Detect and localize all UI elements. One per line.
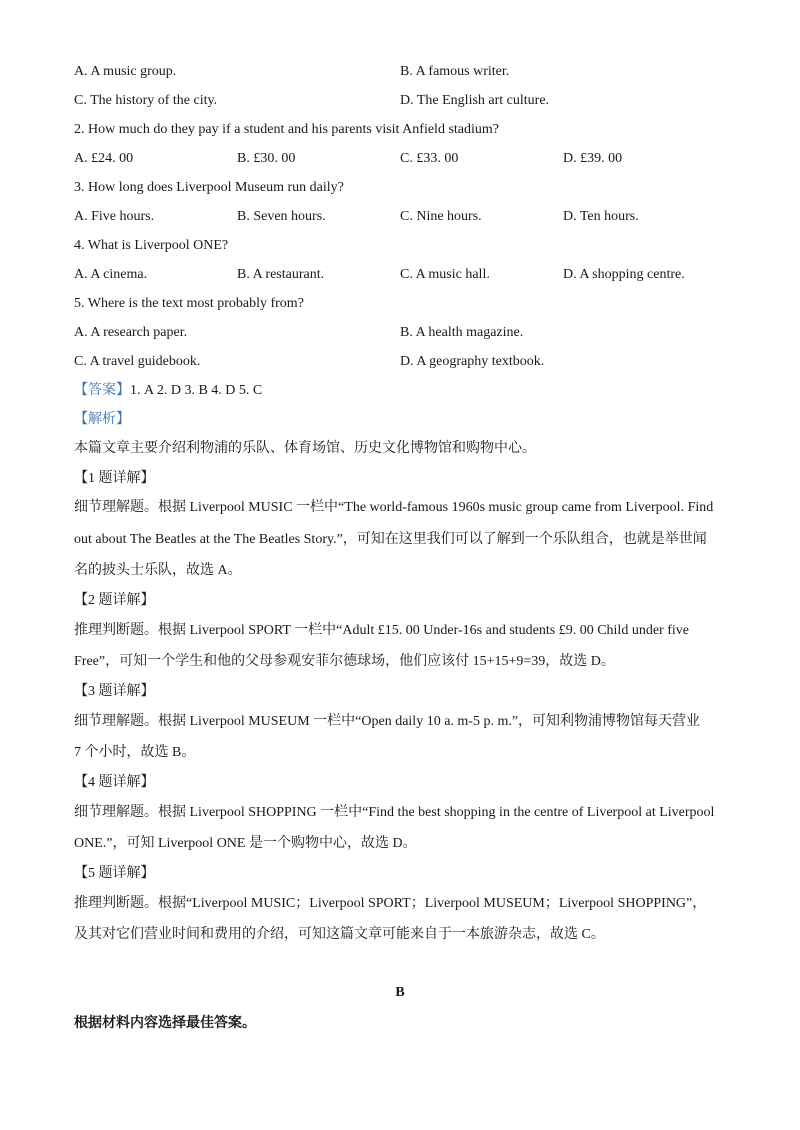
q5-option-d: D. A geography textbook. [400,354,545,369]
detail-1-line-1: 细节理解题。根据 Liverpool MUSIC 一栏中“The world-famous 1960s music group came from Liverpool. Find [74,500,714,515]
answer-label: 【答案】 [74,383,130,398]
analysis-summary: 本篇文章主要介绍利物浦的乐队、体育场馆、历史文化博物馆和购物中心。 [74,441,536,456]
detail-5-line-2: 及其对它们营业时间和费用的介绍，可知这篇文章可能来自于一本旅游杂志，故选 C。 [74,927,605,942]
answer-text: 1. A 2. D 3. B 4. D 5. C [130,383,263,398]
q4-option-a: A. A cinema. [74,267,148,282]
q3-option-a: A. Five hours. [74,209,155,224]
q3-option-b: B. Seven hours. [237,209,326,224]
detail-4-line-1: 细节理解题。根据 Liverpool SHOPPING 一栏中“Find the best shopping in the centre of Liverpool at Liverpool [74,805,715,820]
detail-4-line-2: ONE.”，可知 Liverpool ONE 是一个购物中心，故选 D。 [74,836,417,851]
detail-1-title: 【1 题详解】 [74,471,155,486]
q3-stem: 3. How long does Liverpool Museum run daily? [74,180,344,195]
q1-option-c: C. The history of the city. [74,93,218,108]
analysis-label: 【解析】 [74,412,130,427]
q2-option-d: D. £39. 00 [563,151,623,166]
q5-stem: 5. Where is the text most probably from? [74,296,304,311]
q4-stem: 4. What is Liverpool ONE? [74,238,229,253]
q2-option-b: B. £30. 00 [237,151,296,166]
q2-option-c: C. £33. 00 [400,151,459,166]
q2-stem: 2. How much do they pay if a student and his parents visit Anfield stadium? [74,122,499,137]
detail-3-title: 【3 题详解】 [74,684,155,699]
q5-option-a: A. A research paper. [74,325,188,340]
section-instruction: 根据材料内容选择最佳答案。 [74,1016,256,1031]
q3-option-d: D. Ten hours. [563,209,639,224]
detail-3-line-1: 细节理解题。根据 Liverpool MUSEUM 一栏中“Open daily 10 a. m-5 p. m.”，可知利物浦博物馆每天营业 [74,714,701,729]
detail-5-title: 【5 题详解】 [74,866,155,881]
detail-2-line-1: 推理判断题。根据 Liverpool SPORT 一栏中“Adult £15. 00 Under-16s and students £9. 00 Child under five [74,623,689,638]
detail-5-line-1: 推理判断题。根据“Liverpool MUSIC；Liverpool SPORT；Liverpool MUSEUM；Liverpool SHOPPING”， [74,896,707,911]
q4-option-d: D. A shopping centre. [563,267,685,282]
detail-2-title: 【2 题详解】 [74,593,155,608]
q1-option-a: A. A music group. [74,64,177,79]
detail-1-line-3: 名的披头士乐队，故选 A。 [74,563,242,578]
q4-option-c: C. A music hall. [400,267,490,282]
q3-option-c: C. Nine hours. [400,209,482,224]
detail-4-title: 【4 题详解】 [74,775,155,790]
detail-1-line-2: out about The Beatles at the The Beatles Story.”，可知在这里我们可以了解到一个乐队组合，也就是举世闻 [74,532,707,547]
q1-option-d: D. The English art culture. [400,93,550,108]
detail-2-line-2: Free”，可知一个学生和他的父母参观安菲尔德球场，他们应该付 15+15+9=39，故选 D。 [74,654,615,669]
answer-row [74,381,262,401]
q1-option-b: B. A famous writer. [400,64,510,79]
q5-option-b: B. A health magazine. [400,325,524,340]
q2-option-a: A. £24. 00 [74,151,134,166]
section-title: B [395,985,405,1000]
detail-3-line-2: 7 个小时，故选 B。 [74,745,196,760]
q5-option-c: C. A travel guidebook. [74,354,201,369]
q4-option-b: B. A restaurant. [237,267,325,282]
